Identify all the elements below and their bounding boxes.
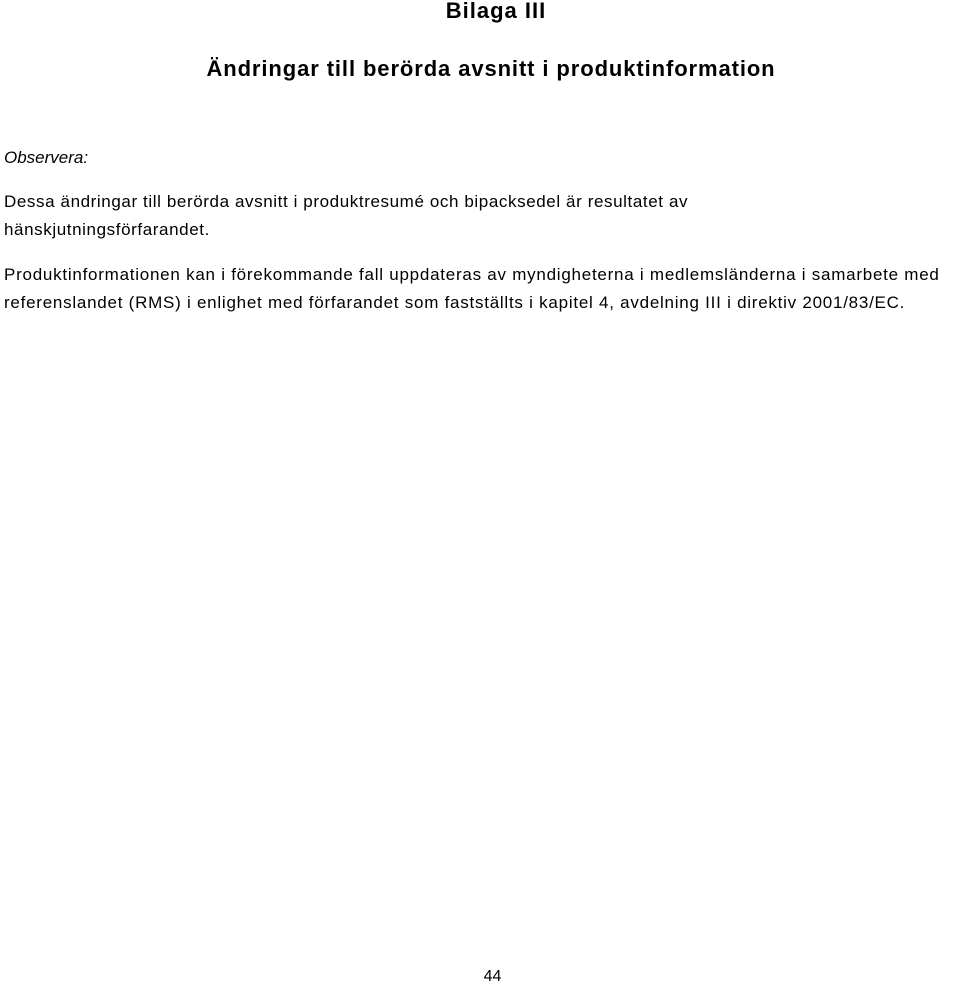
- paragraph-changes-result: Dessa ändringar till berörda avsnitt i produktresumé och bipacksedel är resultatet av hänskjutningsförfarandet.: [4, 192, 689, 239]
- note-label: Observera:: [4, 148, 89, 167]
- annex-title: Bilaga III: [445, 0, 547, 23]
- document-heading: Ändringar till berörda avsnitt i produktinformation: [206, 56, 776, 81]
- paragraph-product-info-update: Produktinformationen kan i förekommande fall uppdateras av myndigheterna i medlemsländerna i samarbete med referenslandet (RMS) i enlighet med förfarandet som fastställts i kapitel 4, avdelning III i direktiv 2001/83/EC.: [4, 265, 940, 312]
- page-number: 44: [483, 968, 502, 985]
